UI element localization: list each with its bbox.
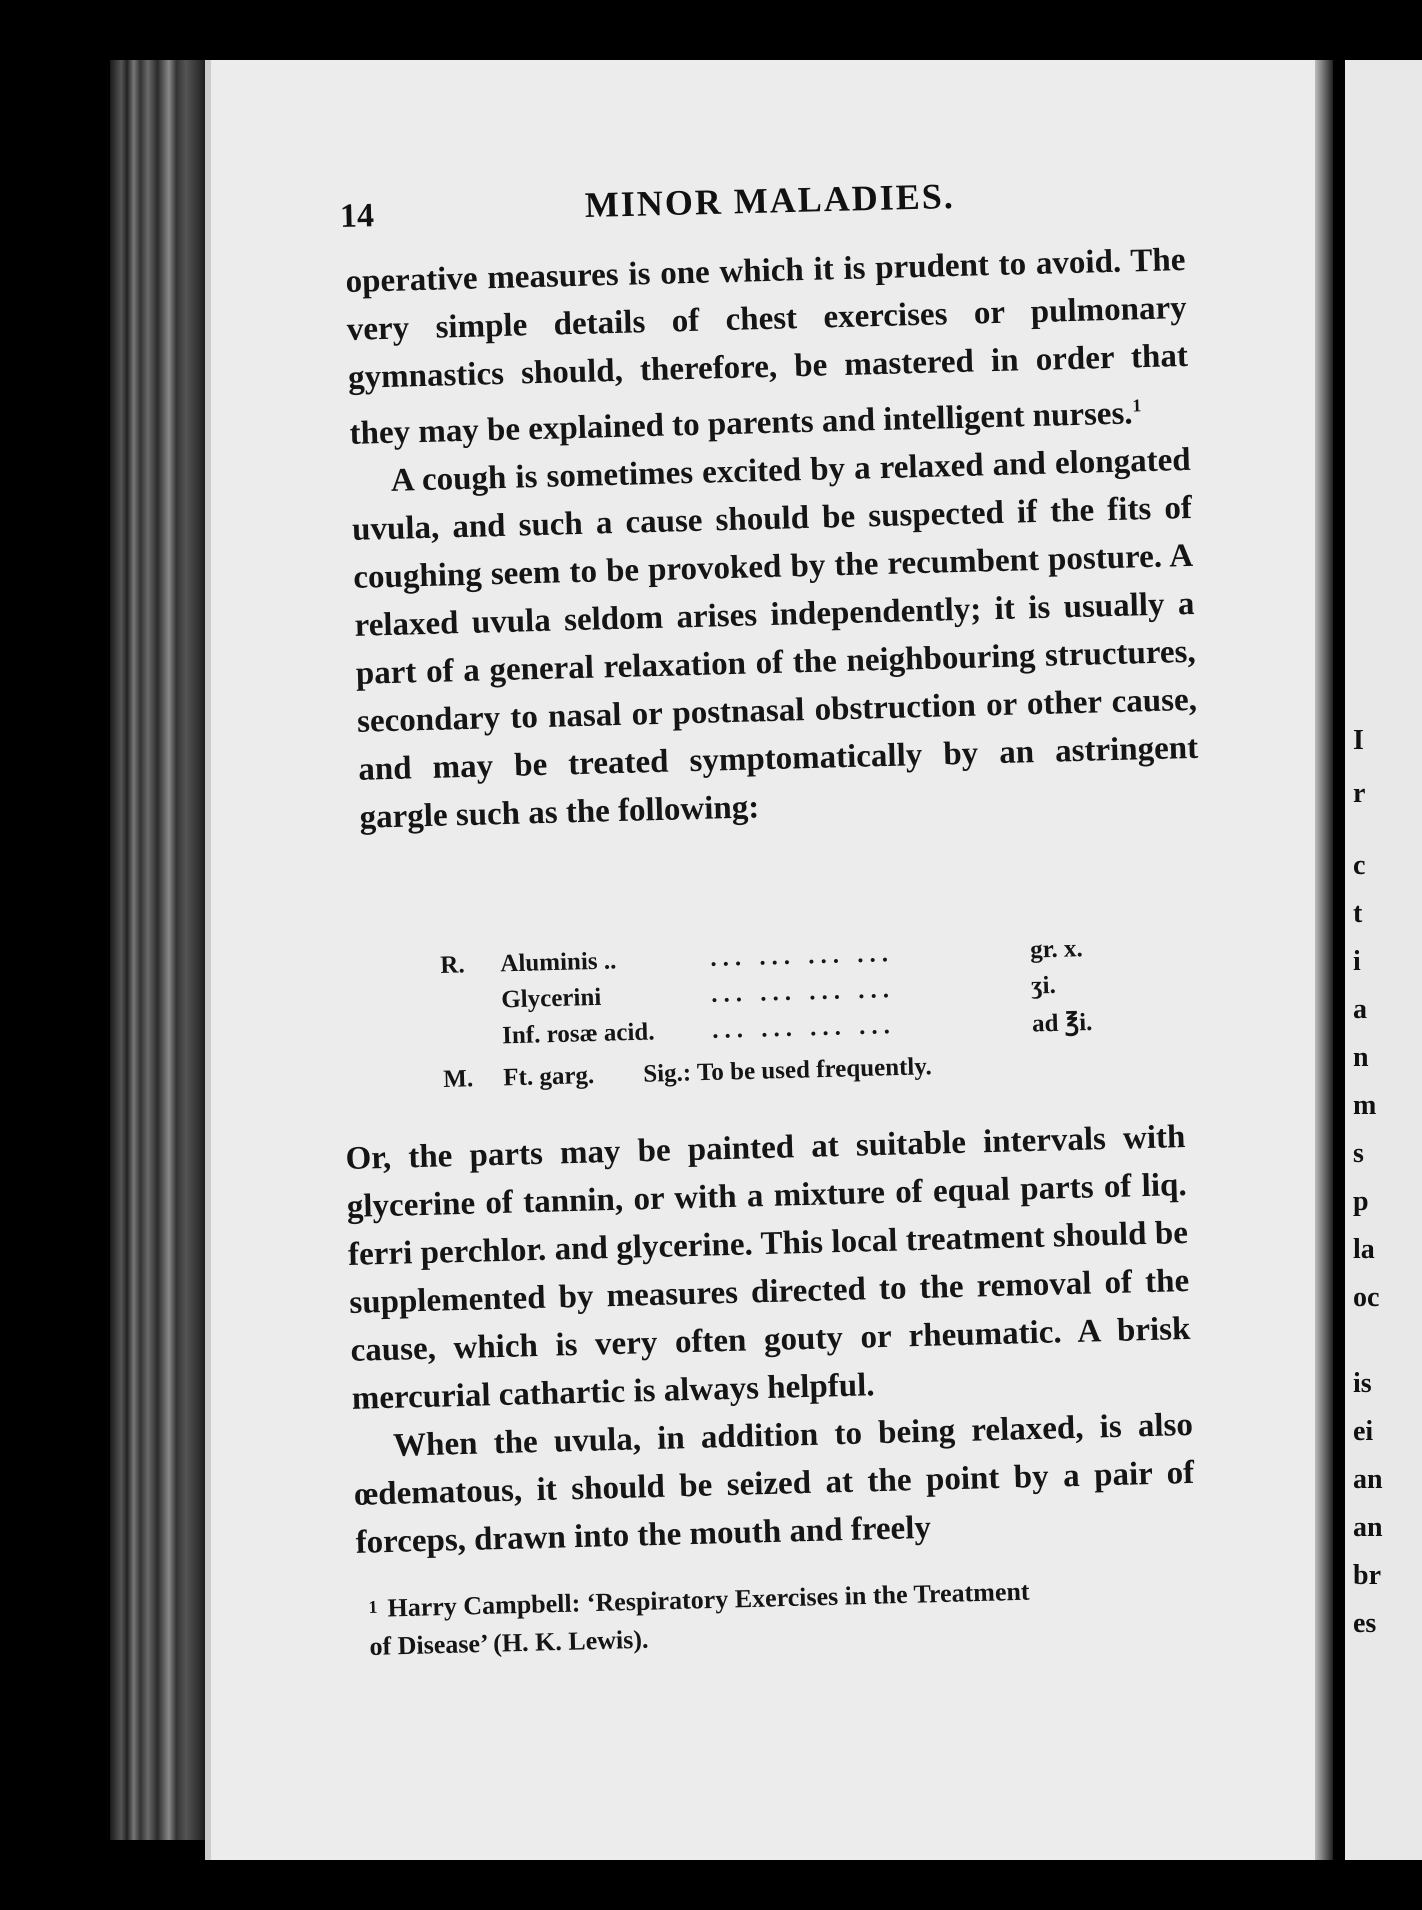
recipe-symbol: R. xyxy=(440,951,466,979)
running-title: MINOR MALADIES. xyxy=(584,175,956,226)
paragraph: A cough is sometimes excited by a relaxed and elongated uvula, and such a cause should be suspected if the fits of coughing seem to be provoked by the recumbent posture. A relaxed uvula seldom arises independently; it is usually a part of a general relaxation of the neighbouring structures, secondary to nasal or postnasal obstruction or other cause, and may be treated symptomatically by an astringent gargle such as the following: xyxy=(351,441,1199,836)
page-gutter-shadow xyxy=(1315,60,1333,1860)
page-number: 14 xyxy=(339,197,375,235)
adjacent-page-letter: es xyxy=(1353,1608,1377,1639)
adjacent-page-letter: p xyxy=(1353,1186,1369,1217)
ingredient: Glycerini xyxy=(500,983,602,1014)
leader-dots: ... ... ... ... xyxy=(710,976,896,1008)
quantity: gr. x. xyxy=(1029,935,1084,964)
quantity: ʒi. xyxy=(1030,971,1057,1000)
adjacent-page-letter: la xyxy=(1353,1234,1375,1265)
adjacent-page-letter: I xyxy=(1353,725,1364,756)
paragraph: When the uvula, in addition to being relaxed, is also œdematous, it should be seized at the point by a pair of forceps, drawn into the mouth and freely xyxy=(353,1406,1195,1561)
footnote-text: Harry Campbell: ‘Respiratory Exercises in the Treatment xyxy=(387,1576,1030,1623)
book-binding xyxy=(110,60,205,1840)
leader-dots: ... ... ... ... xyxy=(709,940,895,972)
adjacent-page-letter: is xyxy=(1353,1368,1372,1399)
form-instruction: Ft. garg. xyxy=(502,1062,595,1092)
adjacent-page-letter: an xyxy=(1353,1464,1383,1495)
paragraph: Or, the parts may be painted at suitable intervals with glycerine of tannin, or with a mixture of equal parts of liq. ferri perchlor. and glycerine. This local treatment should be supplemented by measures directed to the removal of the cause, which is very often gouty or rheumatic. A brisk mercurial cathartic is always helpful. xyxy=(345,1119,1191,1417)
body-text-upper xyxy=(345,236,1200,842)
footnote-line: of Disease’ (H. K. Lewis). xyxy=(369,1624,649,1661)
adjacent-page-fragment xyxy=(1345,60,1422,1860)
adjacent-page-letter: br xyxy=(1353,1560,1381,1591)
adjacent-page-letter: an xyxy=(1353,1512,1383,1543)
footnote-reference: 1 xyxy=(1132,395,1142,416)
adjacent-page-letter: n xyxy=(1353,1042,1369,1073)
paragraph xyxy=(345,236,1190,458)
prescription xyxy=(440,934,1144,1106)
adjacent-page-letter: a xyxy=(1353,994,1367,1025)
adjacent-page-letter: oc xyxy=(1353,1282,1380,1313)
adjacent-page-letter: c xyxy=(1353,850,1366,881)
ingredient: Inf. rosæ acid. xyxy=(501,1018,655,1050)
adjacent-page-letter: ei xyxy=(1353,1416,1374,1447)
adjacent-page-letter: m xyxy=(1353,1090,1377,1121)
paragraph-text: operative measures is one which it is prudent to avoid. The very simple details of chest exercises or pulmonary gymnastics should, therefore, be mastered in order that they may be explained to parents and intelligent nurses. xyxy=(345,242,1189,452)
adjacent-page-letter: i xyxy=(1353,946,1361,977)
mix-instruction: M. xyxy=(442,1065,474,1093)
footnote-mark: 1 xyxy=(368,1596,378,1617)
adjacent-page-letter: r xyxy=(1353,778,1366,809)
adjacent-page-letter: s xyxy=(1353,1138,1364,1169)
sig-instruction: Sig.: To be used frequently. xyxy=(642,1053,933,1088)
leader-dots: ... ... ... ... xyxy=(711,1012,897,1044)
adjacent-page-letter: t xyxy=(1353,898,1363,929)
ingredient: Aluminis .. xyxy=(499,947,617,978)
body-text-lower xyxy=(345,1113,1196,1567)
quantity: ad ℥i. xyxy=(1031,1008,1093,1038)
